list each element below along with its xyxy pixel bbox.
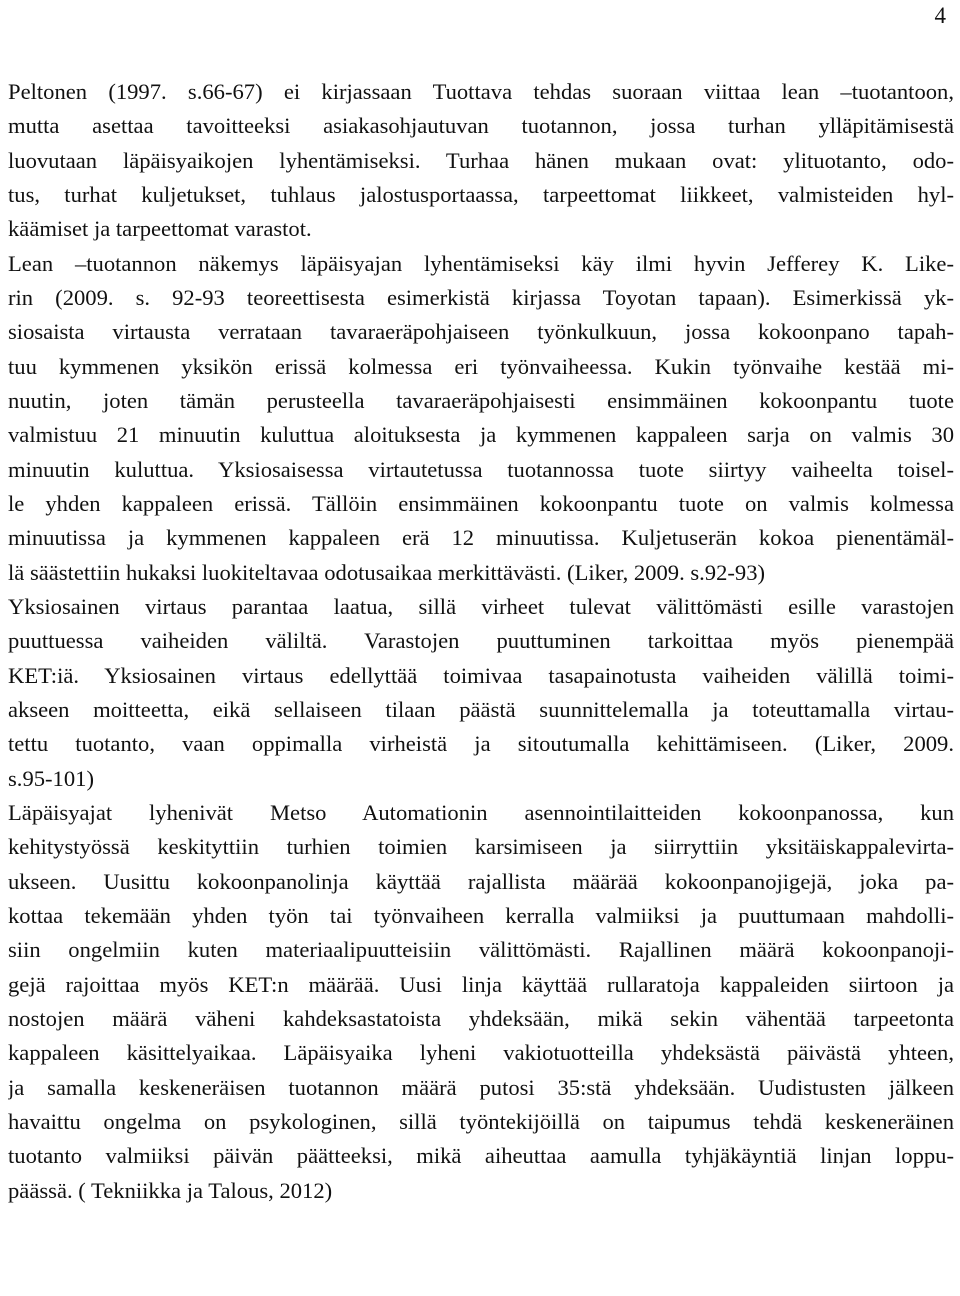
text-line: nostojen määrä väheni kahdeksastatoista yhdeksään, mikä sekin vähentää tarpeetonta <box>8 1005 954 1031</box>
text-line: minuutissa ja kymmenen kappaleen erä 12 minuutissa. Kuljetuserän kokoa pienentämäl- <box>8 525 954 551</box>
text-line: minuutin kuluttua. Yksiosaisessa virtautetussa tuotannossa tuote siirtyy vaiheelta toisel- <box>8 456 954 482</box>
text-line: nuutin, joten tämän perusteella tavaraeräpohjaisesti ensimmäinen kokoonpantu tuote <box>8 387 954 413</box>
body-text <box>8 75 954 1208</box>
text-line: le yhden kappaleen erissä. Tällöin ensimmäinen kokoonpantu tuote on valmis kolmessa <box>8 490 954 516</box>
text-line: Läpäisyajat lyhenivät Metso Automationin asennointilaitteiden kokoonpanossa, kun <box>8 799 954 825</box>
text-line: siosaista virtausta verrataan tavaraeräpohjaiseen työnkulkuun, jossa kokoonpano tapah- <box>8 319 954 345</box>
text-line: kappaleen käsittelyaikaa. Läpäisyaika lyheni vakiotuotteilla yhdeksästä päivästä yhteen, <box>8 1040 954 1066</box>
text-line: Peltonen (1997. s.66-67) ei kirjassaan Tuottava tehdas suoraan viittaa lean –tuotantoon, <box>8 79 954 104</box>
text-line: akseen moitteetta, eikä sellaiseen tilaan päästä suunnittelemalla ja toteuttamalla virtau- <box>8 696 954 722</box>
text-line: gejä rajoittaa myös KET:n määrää. Uusi linja käyttää rullaratoja kappaleiden siirtoon ja <box>8 971 954 997</box>
text-line: lä säästettiin hukaksi luokiteltavaa odotusaikaa merkittävästi. (Liker, 2009. s.92-93) <box>8 559 766 585</box>
text-line: luovutaan läpäisyaikojen lyhentämiseksi. Turhaa hänen mukaan ovat: ylituotanto, odo- <box>8 147 954 173</box>
text-line: Yksiosainen virtaus parantaa laatua, sillä virheet tulevat välittömästi esille varastojen <box>8 593 954 619</box>
text-line: käämiset ja tarpeettomat varastot. <box>8 216 312 242</box>
text-line: tuu kymmenen yksikön erissä kolmessa eri työnvaiheessa. Kukin työnvaihe kestää mi- <box>8 353 954 379</box>
text-line: päässä. ( Tekniikka ja Talous, 2012) <box>8 1177 333 1203</box>
text-line: havaittu ongelma on psykologinen, sillä työntekijöillä on taipumus tehdä keskeneräinen <box>8 1108 954 1134</box>
text-line: KET:iä. Yksiosainen virtaus edellyttää toimivaa tasapainotusta vaiheiden välillä toimi- <box>8 662 954 688</box>
text-line: valmistuu 21 minuutin kuluttua aloituksesta ja kymmenen kappaleen sarja on valmis 30 <box>8 422 954 448</box>
text-line: ukseen. Uusittu kokoonpanolinja käyttää rajallista määrää kokoonpanojigejä, joka pa- <box>8 868 954 894</box>
text-line: Lean –tuotannon näkemys läpäisyajan lyhentämiseksi käy ilmi hyvin Jefferey K. Like- <box>8 250 954 276</box>
text-line: s.95-101) <box>8 765 94 791</box>
page-number: 4 <box>934 3 946 28</box>
text-line: puuttuessa vaiheiden väliltä. Varastojen puuttuminen tarkoittaa myös pienempää <box>8 628 954 654</box>
text-line: tettu tuotanto, vaan oppimalla virheistä ja sitoutumalla kehittämiseen. (Liker, 2009. <box>8 731 954 757</box>
text-line: mutta asettaa tavoitteeksi asiakasohjautuvan tuotannon, jossa turhan ylläpitämisestä <box>8 113 954 139</box>
text-line: ja samalla keskeneräisen tuotannon määrä putosi 35:stä yhdeksään. Uudistusten jälkeen <box>8 1074 954 1100</box>
text-line: tus, turhat kuljetukset, tuhlaus jalostusportaassa, tarpeettomat liikkeet, valmisteiden hyl- <box>8 181 954 207</box>
text-line: kehitystyössä keskityttiin turhien toimien karsimiseen ja siirryttiin yksitäiskappalevirta- <box>8 834 954 860</box>
text-line: siin ongelmiin kuten materiaalipuutteisiin välittömästi. Rajallinen määrä kokoonpanoji- <box>8 937 954 963</box>
text-line: kottaa tekemään yhden työn tai työnvaiheen kerralla valmiiksi ja puuttumaan mahdolli- <box>8 902 954 928</box>
text-line: tuotanto valmiiksi päivän päätteeksi, mikä aiheuttaa aamulla tyhjäkäyntiä linjan loppu- <box>8 1143 954 1169</box>
text-line: rin (2009. s. 92-93 teoreettisesta esimerkistä kirjassa Toyotan tapaan). Esimerkissä yk- <box>8 284 954 310</box>
